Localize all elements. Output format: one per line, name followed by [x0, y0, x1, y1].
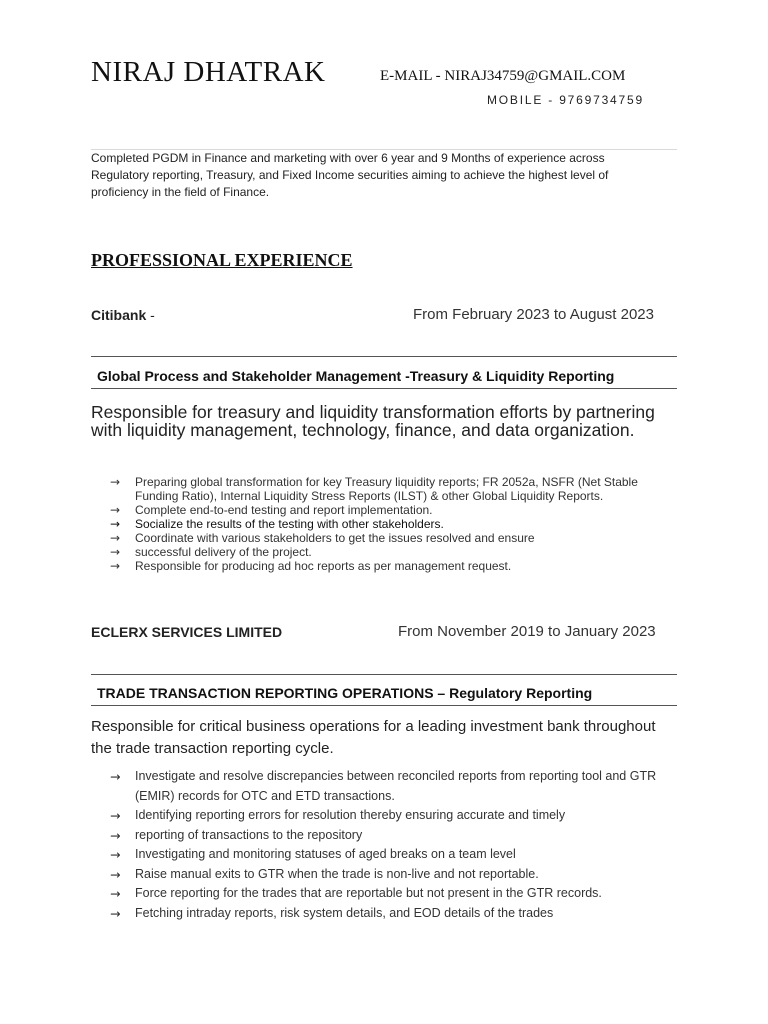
arrow-icon: → [110, 545, 121, 559]
mobile-number: MOBILE - 9769734759 [487, 93, 644, 107]
list-item-text: Complete end-to-end testing and report implementation. [135, 503, 433, 517]
list-item-text: Investigating and monitoring statuses of aged breaks on a team level [135, 847, 516, 861]
list-item-text: Investigate and resolve discrepancies between reconciled reports from reporting tool and GTR (EMIR) records for OTC and ETD transactions. [135, 769, 657, 803]
list-item-text: Force reporting for the trades that are reportable but not present in the GTR records. [135, 886, 602, 900]
arrow-icon: → [110, 808, 121, 823]
list-item-text: Coordinate with various stakeholders to get the issues resolved and ensure [135, 531, 535, 545]
list-item [110, 531, 670, 545]
role-rule-top [91, 356, 677, 357]
arrow-icon: → [110, 475, 121, 489]
arrow-icon: → [110, 905, 121, 921]
list-item [110, 904, 670, 924]
email-address: E-MAIL - NIRAJ34759@GMAIL.COM [380, 68, 626, 84]
arrow-icon: → [110, 769, 121, 784]
employer-name [91, 307, 155, 323]
list-item [110, 884, 670, 904]
responsibility-list [110, 475, 670, 573]
list-item-text: Socialize the results of the testing with other stakeholders. [135, 517, 444, 531]
employer-name-text: ECLERX SERVICES LIMITED [91, 624, 283, 640]
arrow-icon: → [110, 531, 121, 545]
arrow-icon: → [110, 503, 121, 517]
arrow-icon: → [110, 517, 121, 531]
list-item [110, 806, 670, 826]
list-item-text: successful delivery of the project. [135, 545, 312, 559]
role-rule-bottom [91, 705, 677, 706]
list-item-text: Identifying reporting errors for resolution thereby ensuring accurate and timely [135, 808, 566, 822]
role-description: Responsible for treasury and liquidity transformation efforts by partnering with liquidity management, technology, finance, and data organization. [91, 402, 655, 440]
list-item [110, 475, 670, 503]
arrow-icon: → [110, 827, 121, 843]
section-title-experience: PROFESSIONAL EXPERIENCE [91, 250, 353, 270]
employment-dates: From February 2023 to August 2023 [413, 306, 654, 323]
list-item [110, 826, 670, 846]
list-item-text: reporting of transactions to the repository [135, 827, 363, 842]
role-title: Global Process and Stakeholder Management -Treasury & Liquidity Reporting [97, 368, 615, 384]
list-item-text: Raise manual exits to GTR when the trade is non-live and not reportable. [135, 866, 539, 881]
arrow-icon: → [110, 866, 121, 882]
list-item [110, 845, 670, 865]
role-rule-bottom [91, 388, 677, 389]
candidate-name: NIRAJ DHATRAK [91, 56, 326, 88]
list-item [110, 517, 670, 531]
role-rule-top [91, 674, 677, 675]
arrow-icon: → [110, 847, 121, 862]
list-item-text: Preparing global transformation for key Treasury liquidity reports; FR 2052a, NSFR (Net Stable Funding Ratio), Internal Liquidity Stress Reports (ILST) & other Global Liquidity Reports. [135, 475, 638, 503]
employer-name-text: Citibank [91, 307, 147, 323]
list-item [110, 865, 670, 885]
profile-summary: Completed PGDM in Finance and marketing with over 6 year and 9 Months of experience across Regulatory reporting, Treasury, and Fixed Income securities aiming to achieve the highest level of proficiency in the field of Finance. [91, 151, 609, 199]
list-item-text: Responsible for producing ad hoc reports as per management request. [135, 559, 512, 573]
list-item [110, 767, 670, 806]
arrow-icon: → [110, 886, 121, 901]
employer-name [91, 624, 282, 640]
responsibility-list [110, 767, 670, 923]
list-item [110, 545, 670, 559]
role-title: TRADE TRANSACTION REPORTING OPERATIONS – Regulatory Reporting [97, 685, 593, 701]
employer-suffix: - [146, 307, 155, 323]
list-item-text: Fetching intraday reports, risk system details, and EOD details of the trades [135, 905, 554, 920]
employment-dates: From November 2019 to January 2023 [398, 623, 656, 640]
arrow-icon: → [110, 559, 121, 573]
role-description: Responsible for critical business operations for a leading investment bank throughout the trade transaction reporting cycle. [91, 718, 656, 757]
list-item [110, 559, 670, 573]
list-item [110, 503, 670, 517]
